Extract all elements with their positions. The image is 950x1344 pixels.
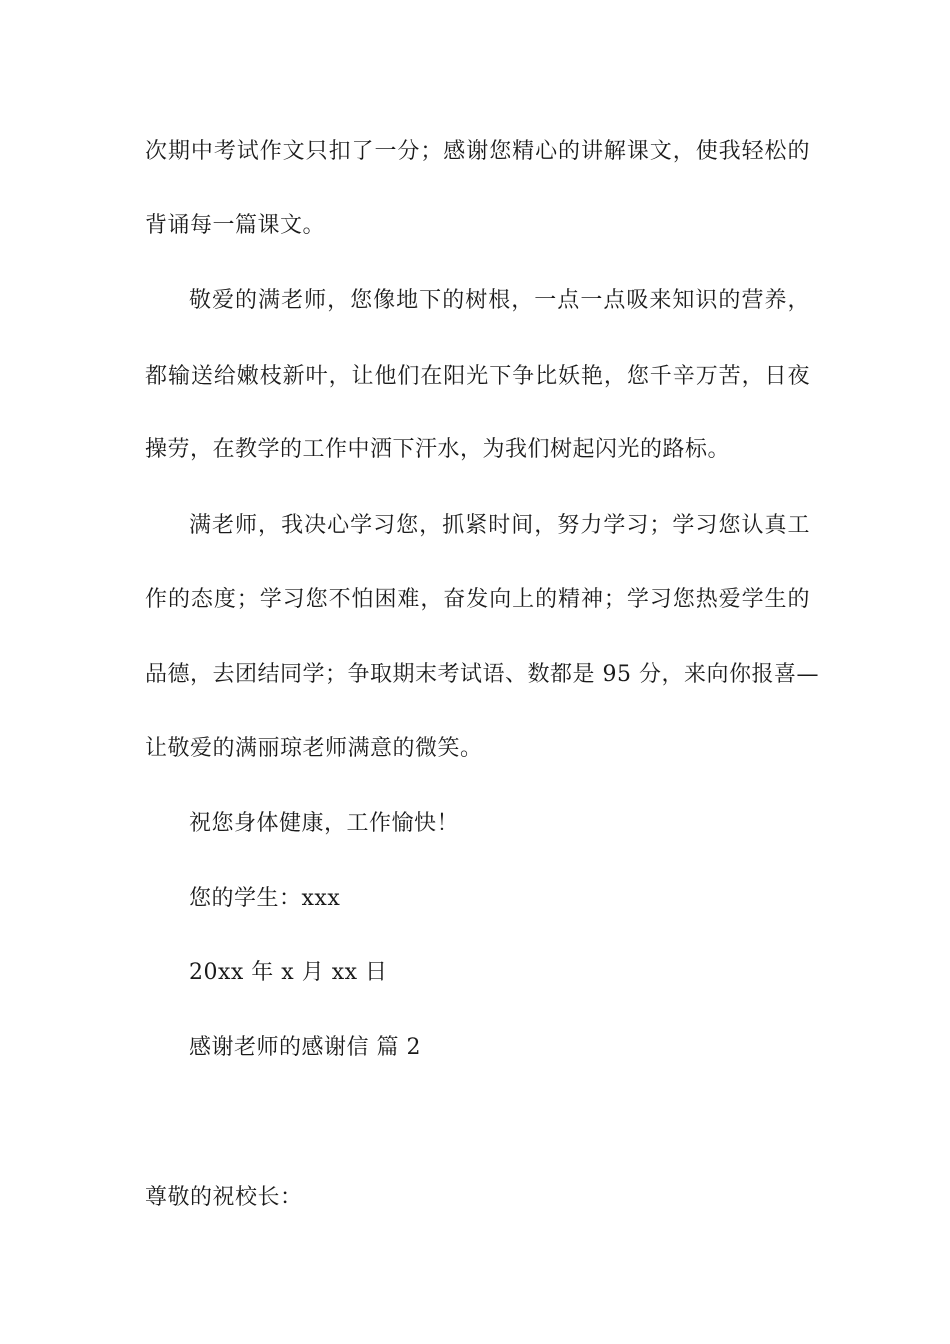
paragraph-line: 作的态度；学习您不怕困难，奋发向上的精神；学习您热爱学生的 [145, 587, 810, 612]
paragraph-line: 满老师，我决心学习您，抓紧时间，努力学习；学习您认真工 [189, 513, 810, 538]
closing-wish: 祝您身体健康，工作愉快！ [189, 811, 460, 836]
section-heading: 感谢老师的感谢信 篇 2 [189, 1035, 421, 1060]
signature: 您的学生：xxx [189, 886, 341, 911]
paragraph-line: 品德，去团结同学；争取期末考试语、数都是 95 分，来向你报喜— [145, 662, 819, 687]
date: 20xx 年 x 月 xx 日 [189, 960, 388, 985]
paragraph-line: 都输送给嫩枝新叶，让他们在阳光下争比妖艳，您千辛万苦，日夜 [145, 364, 810, 389]
paragraph-line: 背诵每一篇课文。 [145, 213, 326, 238]
paragraph-line: 敬爱的满老师，您像地下的树根，一点一点吸来知识的营养， [189, 288, 810, 313]
salutation: 尊敬的祝校长： [145, 1185, 303, 1210]
paragraph-line: 操劳，在教学的工作中洒下汗水，为我们树起闪光的路标。 [145, 437, 731, 462]
paragraph-line: 让敬爱的满丽琼老师满意的微笑。 [145, 736, 483, 761]
paragraph-line: 次期中考试作文只扣了一分；感谢您精心的讲解课文，使我轻松的 [145, 139, 810, 164]
